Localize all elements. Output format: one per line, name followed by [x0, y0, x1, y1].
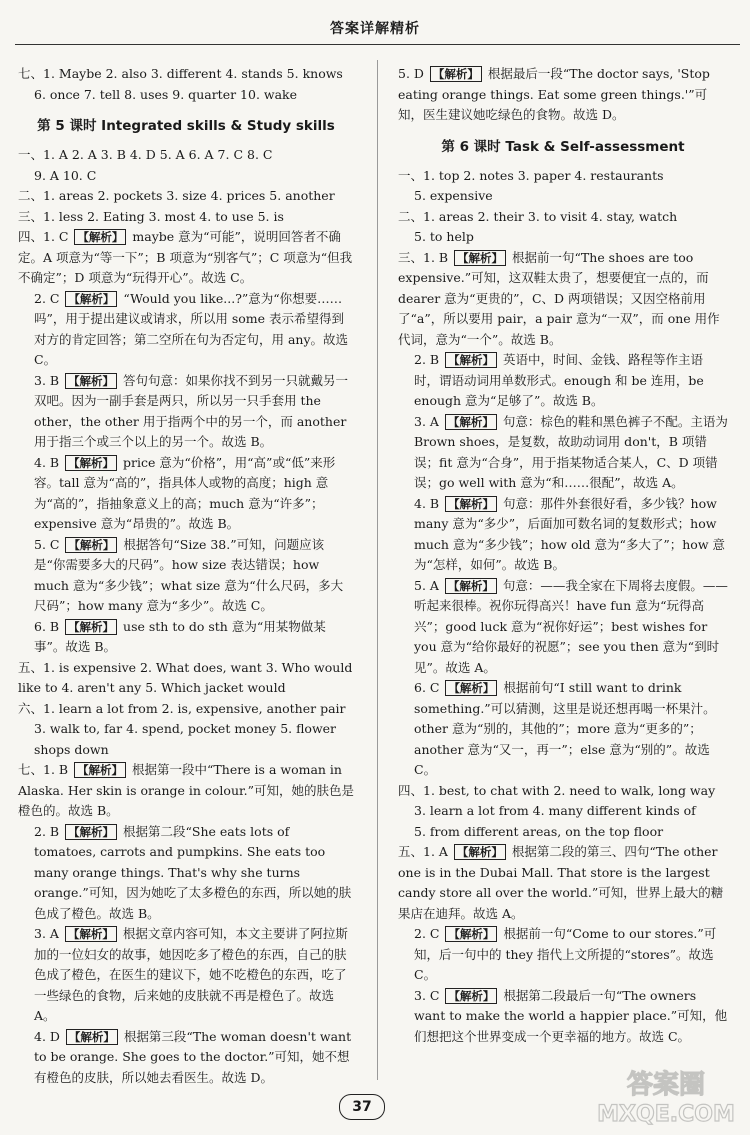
answer-line: 2. B 【解析】 根据第二段“She eats lots of tomatoes, carrots and pumpkins. She eats too many orange things. That's why she turns orange.”可知，因为她吃了太多橙色的东西，所以她的肤色成了橙色。故选 B。	[34, 823, 352, 921]
left-column	[18, 64, 354, 1088]
answer-line: 4. B 【解析】 句意：那件外套很好看，多少钱？how many 意为“多少”，后面加可数名词的复数形式；how much 意为“多少钱”；how old 意为“多大了”；how 意为“怎样，如何”。故选 B。	[414, 495, 725, 572]
analysis-tag: 【解析】	[445, 414, 497, 430]
watermark-line1: 答案圈	[626, 1070, 706, 1100]
watermark-logo	[592, 1065, 740, 1127]
analysis-tag: 【解析】	[430, 66, 482, 82]
answer-line: 四、1. best, to chat with 2. need to walk, long way	[398, 782, 716, 798]
answer-line: 6. B 【解析】 use sth to do sth 意为“用某物做某事”。故选 B。	[34, 618, 326, 654]
analysis-tag: 【解析】	[65, 537, 117, 553]
answer-line: 2. C 【解析】 根据前一句“Come to our stores.”可知，后一句中的 they 指代上文所提的“stores”。故选 C。	[414, 926, 717, 982]
answer-line: 七、1. Maybe 2. also 3. different 4. stands 5. knows	[18, 66, 343, 81]
analysis-tag: 【解析】	[65, 926, 117, 942]
analysis-tag: 【解析】	[74, 229, 126, 245]
analysis-tag: 【解析】	[65, 291, 117, 307]
analysis-tag: 【解析】	[445, 988, 497, 1004]
answer-line: 4. B 【解析】 price 意为“价格”，用“高”或“低”来形容。tall 意为“高的”，指具体人或物的高度；high 意为“高的”，指抽象意义上的高；much 意为“许多”；expensive 意为“昂贵的”。故选 B。	[34, 454, 336, 531]
analysis-tag: 【解析】	[65, 619, 117, 635]
answer-line: 5. A 【解析】 句意：——我全家在下周将去度假。——听起来很棒。祝你玩得高兴！have fun 意为“玩得高兴”；good luck 意为“祝你好运”；best wishes for you 意为“给你最好的祝愿”；see you then 意为“到时见”。故选 A。	[414, 577, 728, 675]
page-header	[0, 0, 750, 48]
analysis-tag: 【解析】	[454, 250, 506, 266]
answer-line: 4. D 【解析】 根据第三段“The woman doesn't want to be orange. She goes to the doctor.”可知，她不想有橙色的皮肤，所以她去看医生。故选 D。	[34, 1028, 352, 1085]
analysis-tag: 【解析】	[65, 373, 117, 389]
analysis-tag: 【解析】	[66, 1029, 118, 1045]
answer-line: 5. expensive	[414, 188, 493, 203]
answer-line: 二、1. areas 2. pockets 3. size 4. prices 5. another	[18, 188, 335, 203]
answer-line: 2. C 【解析】 “Would you like...?”意为“你想要……吗”，用于提出建议或请求，所以用 some 表示希望得到对方的肯定回答；第二空所在句为否定句，用 any。故选 C。	[34, 290, 349, 367]
right-column	[398, 64, 728, 1047]
analysis-tag: 【解析】	[445, 680, 497, 696]
header-rule	[15, 44, 740, 45]
answer-line: 3. learn a lot from 4. many different kinds of	[414, 803, 696, 818]
analysis-tag: 【解析】	[445, 352, 497, 368]
answer-line: 3. A 【解析】 句意：棕色的鞋和黑色裤子不配。主语为 Brown shoes，是复数，故助动词用 don't，B 项错误；fit 意为“合身”，用于指某物适合某人，C、D 项错误；go well with 意为“和……很配”，故选 A。	[414, 413, 728, 490]
answer-line: 一、1. A 2. A 3. B 4. D 5. A 6. A 7. C 8. C	[18, 147, 273, 162]
page-number: 37	[339, 1094, 385, 1120]
answer-line: 五、1. A 【解析】 根据第二段的第三、四句“The other one is in the Dubai Mall. That store is the largest candy store all over the world.”可知，世界上最大的糖果店在迪拜。故选 A。	[398, 844, 724, 921]
analysis-tag: 【解析】	[445, 578, 497, 594]
answer-line: 一、1. top 2. notes 3. paper 4. restaurants	[398, 167, 664, 183]
answer-line: 3. C 【解析】 根据第二段最后一句“The owners want to make the world a happier place.”可知，他们想把这个世界变成一个更幸福的地方。故选 C。	[414, 987, 728, 1044]
answer-line: 七、1. B 【解析】 根据第一段中“There is a woman in Alaska. Her skin is orange in colour.”可知，她的肤色是橙色的。故选 B。	[18, 762, 354, 818]
answer-line: 5. to help	[414, 229, 474, 244]
analysis-tag: 【解析】	[445, 926, 497, 942]
answer-line: 5. C 【解析】 根据答句“Size 38.”可知，问题应该是“你需要多大的尺码”。how size 表达错误；how much 意为“多少钱”；what size 意为“什么尺码，多大尺码”；how many 意为“多少”。故选 C。	[34, 536, 344, 613]
answer-line: 2. B 【解析】 英语中，时间、金钱、路程等作主语时，谓语动词用单数形式。enough 和 be 连用，be enough 意为“足够了”。故选 B。	[414, 352, 704, 408]
analysis-tag: 【解析】	[454, 844, 506, 860]
answer-line: 六、1. learn a lot from 2. is, expensive, another pair	[18, 700, 346, 716]
answer-line: 6. C 【解析】 根据前句“I still want to drink something.”可以猜测，这里是说还想再喝一杯果汁。other 意为“别的，其他的”；more 意为“更多的”；another 意为“又一，再一”；else 意为“别的”。故选 C。	[414, 680, 716, 777]
section-heading: 第 6 课时 Task & Self-assessment	[441, 138, 685, 155]
analysis-tag: 【解析】	[74, 762, 126, 778]
answer-line: 3. walk to, far 4. spend, pocket money 5. flower shops down	[34, 721, 337, 757]
answer-line: 五、1. is expensive 2. What does, want 3. Who would like to 4. aren't any 5. Which jacket would	[18, 659, 353, 695]
column-divider	[377, 60, 378, 1080]
answer-line: 二、1. areas 2. their 3. to visit 4. stay, watch	[398, 208, 678, 224]
answer-line: 5. D 【解析】 根据最后一段“The doctor says, 'Stop eating orange things. Eat some green things.'”可知，医生建议她吃绿色的食物。故选 D。	[398, 66, 710, 122]
analysis-tag: 【解析】	[445, 496, 497, 512]
answer-line: 四、1. C 【解析】 maybe 意为“可能”，说明回答者不确定。A 项意为“等一下”；B 项意为“别客气”；C 项意为“但我不确定”；D 项意为“玩得开心”。故选 C。	[18, 229, 353, 285]
answer-line: 9. A 10. C	[34, 167, 97, 183]
analysis-tag: 【解析】	[65, 455, 117, 471]
answer-line: 3. B 【解析】 答句句意：如果你找不到另一只就戴另一双吧。因为一副手套是两只，所以另一只手套用 the other，the other 用于指两个中的另一个，而 another 用于指三个或三个以上的另一个。故选 B。	[34, 372, 349, 449]
answer-line: 3. A 【解析】 根据文章内容可知，本文主要讲了阿拉斯加的一位妇女的故事，她因吃多了橙色的东西，自己的肤色成了橙色，在医生的建议下，她不吃橙色的东西，吃了一些绿色的食物，后来她的皮肤就不再是橙色了。故选 A。	[34, 926, 348, 1023]
section-heading: 第 5 课时 Integrated skills & Study skills	[37, 118, 335, 134]
answer-line: 5. from different areas, on the top floor	[414, 823, 664, 839]
answer-line: 三、1. less 2. Eating 3. most 4. to use 5. is	[18, 208, 284, 224]
answer-line: 三、1. B 【解析】 根据前一句“The shoes are too expensive.”可知，这双鞋太贵了，想要便宜一点的，而 dearer 意为“更贵的”，C、D 两项错误；又因空格前用了“a”，所以要用 pair，a pair 意为“一双”，而 one 用作代词，意为“一个”。故选 B。	[398, 249, 720, 347]
answer-line: 6. once 7. tell 8. uses 9. quarter 10. wake	[34, 86, 298, 102]
header-title: 答案详解精析	[330, 21, 420, 37]
analysis-tag: 【解析】	[65, 824, 117, 840]
watermark-line2: MXQE.COM	[597, 1102, 735, 1127]
